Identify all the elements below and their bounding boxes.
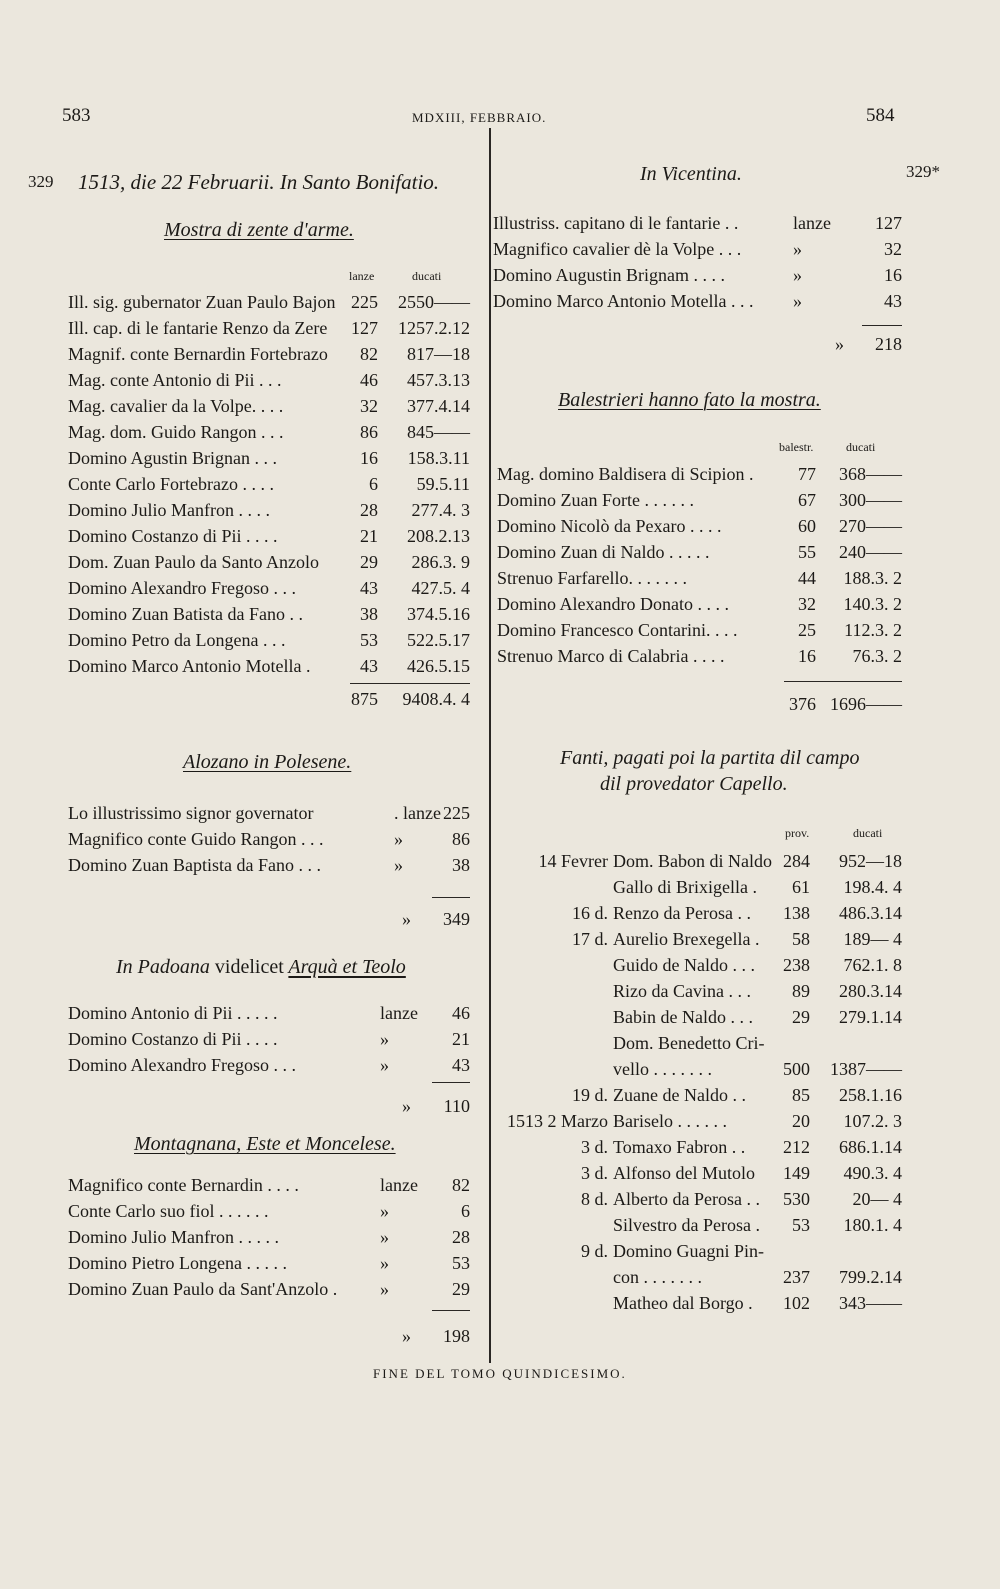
row-ducati: 343—— <box>839 1293 902 1313</box>
table-row <box>497 487 903 513</box>
row-name: Mag. cavalier da la Volpe. . . . <box>68 396 284 416</box>
row-name: Aurelio Brexegella . <box>613 929 760 949</box>
table-row <box>68 419 480 445</box>
total-ducati: 9408.4. 4 <box>402 689 470 709</box>
row-name: Domino Augustin Brignam . . . . <box>493 265 726 285</box>
table-row <box>500 1134 906 1160</box>
row-date: 3 d. <box>581 1163 608 1183</box>
row-balestr: 44 <box>798 568 816 588</box>
total-padoana: 110 <box>443 1096 470 1116</box>
row-value: 127 <box>875 213 902 233</box>
table-row <box>500 874 906 900</box>
row-name: Domino Alexandro Donato . . . . <box>497 594 729 614</box>
row-name: Conte Carlo Fortebrazo . . . . <box>68 474 274 494</box>
row-unit: » <box>394 855 403 875</box>
row-name: vello . . . . . . . <box>613 1059 712 1079</box>
row-value: 225 <box>443 803 470 823</box>
list-item <box>68 1052 470 1078</box>
row-value: 53 <box>452 1253 470 1273</box>
heading-part: videlicet <box>214 956 284 978</box>
row-unit: » <box>380 1279 389 1299</box>
row-value: 86 <box>452 829 470 849</box>
left-page-number: 583 <box>62 105 91 126</box>
row-unit: » <box>380 1201 389 1221</box>
row-prov: 61 <box>792 877 810 897</box>
row-prov: 500 <box>783 1059 810 1079</box>
row-ducati: 107.2. 3 <box>843 1111 902 1131</box>
column-header-prov: prov. <box>785 826 810 840</box>
table-row <box>500 1030 906 1056</box>
total-ducati-balestr: 1696—— <box>830 694 902 714</box>
row-name: Domino Julio Manfron . . . . <box>68 500 270 520</box>
row-value: 38 <box>452 855 470 875</box>
row-ducati: 762.1. 8 <box>843 955 902 975</box>
row-lanze: 38 <box>360 604 378 624</box>
row-value: 6 <box>461 1201 470 1221</box>
table-row <box>497 617 903 643</box>
table-row <box>497 643 903 669</box>
row-value: 43 <box>884 291 902 311</box>
document-title: 1513, die 22 Februarii. In Santo Bonifatio. <box>78 170 440 194</box>
section-heading-fanti-2: dil provedator Capello. <box>600 773 788 795</box>
row-value: 32 <box>884 239 902 259</box>
row-ducati: 490.3. 4 <box>843 1163 902 1183</box>
table-row <box>68 315 480 341</box>
table-row <box>500 1004 906 1030</box>
row-ducati: 140.3. 2 <box>843 594 902 614</box>
row-ducati: 1257.2.12 <box>398 318 470 338</box>
table-row <box>500 1082 906 1108</box>
row-lanze: 32 <box>360 396 378 416</box>
row-ducati: 280.3.14 <box>839 981 902 1001</box>
row-name: Magnifico conte Guido Rangon . . . <box>68 829 324 849</box>
row-name: Silvestro da Perosa . <box>613 1215 760 1235</box>
table-row <box>500 900 906 926</box>
list-item <box>68 800 470 826</box>
row-ducati: 952—18 <box>839 851 902 871</box>
row-name: Zuane de Naldo . . <box>613 1085 746 1105</box>
row-unit: » <box>380 1227 389 1247</box>
table-row <box>68 575 480 601</box>
row-ducati: 426.5.15 <box>407 656 470 676</box>
row-ducati: 817—18 <box>407 344 470 364</box>
montagnana-table <box>68 1172 470 1302</box>
row-prov: 138 <box>783 903 810 923</box>
row-balestr: 60 <box>798 516 816 536</box>
table-row <box>500 1264 906 1290</box>
row-value: 21 <box>452 1029 470 1049</box>
row-ducati: 277.4. 3 <box>411 500 470 520</box>
total-balestr: 376 <box>789 694 816 714</box>
row-prov: 237 <box>783 1267 810 1287</box>
row-prov: 530 <box>783 1189 810 1209</box>
list-item <box>68 852 470 878</box>
row-name: Dom. Benedetto Cri- <box>613 1033 765 1053</box>
row-ducati: 686.1.14 <box>839 1137 902 1157</box>
table-row <box>497 539 903 565</box>
row-ducati: 270—— <box>839 516 902 536</box>
row-unit: » <box>793 291 802 311</box>
section-heading-mostra: Mostra di zente d'arme. <box>164 219 354 241</box>
total-rule <box>432 1310 470 1311</box>
row-lanze: 43 <box>360 656 378 676</box>
table-row <box>68 367 480 393</box>
row-name: Strenuo Farfarello. . . . . . . <box>497 568 687 588</box>
list-item <box>493 262 903 288</box>
row-value: 82 <box>452 1175 470 1195</box>
row-name: Domino Alexandro Fregoso . . . <box>68 1055 296 1075</box>
row-name: Magnif. conte Bernardin Fortebrazo <box>68 344 328 364</box>
row-name: Domino Zuan di Naldo . . . . . <box>497 542 710 562</box>
table-row <box>500 1186 906 1212</box>
mostra-table <box>68 289 480 679</box>
heading-part: In Padoana <box>116 956 210 978</box>
table-row <box>68 601 480 627</box>
row-ducati: 240—— <box>839 542 902 562</box>
row-name: Domino Antonio di Pii . . . . . <box>68 1003 278 1023</box>
row-value: 29 <box>452 1279 470 1299</box>
row-name: Mag. domino Baldisera di Scipion . <box>497 464 754 484</box>
table-row <box>500 926 906 952</box>
row-balestr: 67 <box>798 490 816 510</box>
row-name: Matheo dal Borgo . <box>613 1293 753 1313</box>
row-ducati: 2550—— <box>398 292 470 312</box>
row-lanze: 82 <box>360 344 378 364</box>
row-ducati: 20— 4 <box>852 1189 902 1209</box>
list-item <box>493 210 903 236</box>
row-name: Domino Alexandro Fregoso . . . <box>68 578 296 598</box>
row-name: Domino Marco Antonio Motella . <box>68 656 311 676</box>
balestrieri-table <box>497 461 903 669</box>
total-marker: » <box>402 1326 411 1346</box>
row-unit: lanze <box>380 1003 418 1023</box>
table-row <box>500 1290 906 1316</box>
total-montagnana: 198 <box>443 1326 470 1346</box>
row-prov: 89 <box>792 981 810 1001</box>
total-rule <box>432 897 470 898</box>
row-name: Magnifico cavalier dè la Volpe . . . <box>493 239 742 259</box>
row-prov: 20 <box>792 1111 810 1131</box>
table-row <box>500 1160 906 1186</box>
row-lanze: 43 <box>360 578 378 598</box>
row-prov: 212 <box>783 1137 810 1157</box>
table-row <box>68 523 480 549</box>
row-name: Gallo di Brixigella . <box>613 877 757 897</box>
list-item <box>68 826 470 852</box>
row-ducati: 368—— <box>839 464 902 484</box>
table-row <box>68 289 480 315</box>
row-ducati: 112.3. 2 <box>844 620 902 640</box>
total-alozano: 349 <box>443 909 470 929</box>
column-header-ducati: ducati <box>853 826 883 840</box>
row-prov: 238 <box>783 955 810 975</box>
row-ducati: 158.3.11 <box>407 448 470 468</box>
row-ducati: 76.3. 2 <box>852 646 902 666</box>
row-ducati: 427.5. 4 <box>411 578 470 598</box>
row-name: Domino Marco Antonio Motella . . . <box>493 291 754 311</box>
row-name: Dom. Babon di Naldo <box>613 851 772 871</box>
row-name: Domino Costanzo di Pii . . . . <box>68 1029 278 1049</box>
table-row <box>500 1108 906 1134</box>
row-name: Domino Agustin Brignan . . . <box>68 448 278 468</box>
table-row <box>68 341 480 367</box>
section-heading-balestrieri: Balestrieri hanno fato la mostra. <box>558 389 821 411</box>
row-name: Domino Zuan Paulo da Sant'Anzolo . <box>68 1279 338 1299</box>
total-rule <box>432 1082 470 1083</box>
row-name: Domino Pietro Longena . . . . . <box>68 1253 287 1273</box>
running-title: MDXIII, FEBBRAIO. <box>412 110 547 125</box>
row-balestr: 32 <box>798 594 816 614</box>
row-prov: 85 <box>792 1085 810 1105</box>
row-value: 16 <box>884 265 902 285</box>
list-item <box>68 1198 470 1224</box>
row-value: 28 <box>452 1227 470 1247</box>
row-name: Babin de Naldo . . . <box>613 1007 753 1027</box>
row-lanze: 225 <box>351 292 378 312</box>
row-name: Domino Julio Manfron . . . . . <box>68 1227 279 1247</box>
row-unit: » <box>380 1253 389 1273</box>
column-header-ducati: ducati <box>412 269 442 283</box>
heading-part: Arquà et Teolo <box>288 956 406 978</box>
vicentina-table <box>493 210 903 314</box>
row-date: 9 d. <box>581 1241 608 1261</box>
row-name: Illustriss. capitano di le fantarie . . <box>493 213 739 233</box>
row-name: Guido de Naldo . . . <box>613 955 755 975</box>
total-vicentina: 218 <box>875 334 902 354</box>
row-date: 1513 2 Marzo <box>507 1111 608 1131</box>
list-item <box>68 1000 470 1026</box>
list-item <box>68 1026 470 1052</box>
column-header-ducati: ducati <box>846 440 876 454</box>
section-heading-montagnana: Montagnana, Este et Moncelese. <box>134 1133 396 1155</box>
row-ducati: 377.4.14 <box>407 396 470 416</box>
list-item <box>68 1250 470 1276</box>
row-name: Domino Francesco Contarini. . . . <box>497 620 738 640</box>
total-marker: » <box>402 909 411 929</box>
row-balestr: 77 <box>798 464 816 484</box>
row-lanze: 16 <box>360 448 378 468</box>
row-unit: . lanze <box>394 803 441 823</box>
row-name: Alfonso del Mutolo <box>613 1163 755 1183</box>
footer-colophon: FINE DEL TOMO QUINDICESIMO. <box>373 1366 627 1381</box>
list-item <box>68 1276 470 1302</box>
row-name: Dom. Zuan Paulo da Santo Anzolo <box>68 552 319 572</box>
list-item <box>493 236 903 262</box>
row-value: 43 <box>452 1055 470 1075</box>
row-unit: » <box>793 239 802 259</box>
total-rule <box>784 681 902 682</box>
table-row <box>500 978 906 1004</box>
row-ducati: 208.2.13 <box>407 526 470 546</box>
row-value: 46 <box>452 1003 470 1023</box>
row-balestr: 55 <box>798 542 816 562</box>
row-name: Mag. conte Antonio di Pii . . . <box>68 370 282 390</box>
row-unit: lanze <box>793 213 831 233</box>
row-ducati: 286.3. 9 <box>411 552 470 572</box>
column-header-balestr: balestr. <box>779 440 814 454</box>
row-name: Magnifico conte Bernardin . . . . <box>68 1175 299 1195</box>
section-heading-alozano: Alozano in Polesene. <box>183 751 352 773</box>
table-row <box>68 549 480 575</box>
row-unit: » <box>394 829 403 849</box>
table-row <box>497 591 903 617</box>
row-name: Bariselo . . . . . . <box>613 1111 727 1131</box>
row-prov: 58 <box>792 929 810 949</box>
row-unit: » <box>380 1029 389 1049</box>
table-row <box>497 461 903 487</box>
row-unit: » <box>380 1055 389 1075</box>
row-prov: 284 <box>783 851 810 871</box>
total-lanze: 875 <box>351 689 378 709</box>
row-balestr: 16 <box>798 646 816 666</box>
padoana-table <box>68 1000 470 1078</box>
table-row <box>68 627 480 653</box>
row-name: Mag. dom. Guido Rangon . . . <box>68 422 284 442</box>
row-date: 3 d. <box>581 1137 608 1157</box>
row-ducati: 522.5.17 <box>407 630 470 650</box>
section-heading-vicentina: In Vicentina. <box>640 163 742 185</box>
row-name: Lo illustrissimo signor governator <box>68 803 314 823</box>
table-row <box>68 653 480 679</box>
table-row <box>68 497 480 523</box>
row-lanze: 29 <box>360 552 378 572</box>
row-ducati: 300—— <box>839 490 902 510</box>
right-page-number: 584 <box>866 105 895 126</box>
total-marker: » <box>835 334 844 354</box>
row-ducati: 189— 4 <box>843 929 902 949</box>
row-ducati: 374.5.16 <box>407 604 470 624</box>
row-name: Domino Petro da Longena . . . <box>68 630 286 650</box>
table-row <box>500 848 906 874</box>
column-header-lanze: lanze <box>349 269 375 283</box>
table-row <box>68 471 480 497</box>
row-ducati: 198.4. 4 <box>843 877 902 897</box>
row-date: 16 d. <box>572 903 608 923</box>
row-name: Ill. sig. gubernator Zuan Paulo Bajon <box>68 292 336 312</box>
row-name: Domino Nicolò da Pexaro . . . . <box>497 516 722 536</box>
row-lanze: 6 <box>369 474 378 494</box>
row-name: Domino Costanzo di Pii . . . . <box>68 526 278 546</box>
table-row <box>500 1238 906 1264</box>
row-name: Domino Zuan Baptista da Fano . . . <box>68 855 321 875</box>
row-lanze: 28 <box>360 500 378 520</box>
row-prov: 29 <box>792 1007 810 1027</box>
row-lanze: 86 <box>360 422 378 442</box>
row-name: Renzo da Perosa . . <box>613 903 751 923</box>
row-prov: 102 <box>783 1293 810 1313</box>
row-lanze: 46 <box>360 370 378 390</box>
left-margin-number: 329 <box>28 172 54 191</box>
row-name: Domino Zuan Forte . . . . . . <box>497 490 694 510</box>
row-ducati: 258.1.16 <box>839 1085 902 1105</box>
table-row <box>497 565 903 591</box>
list-item <box>68 1224 470 1250</box>
table-row <box>500 952 906 978</box>
row-name: Domino Zuan Batista da Fano . . <box>68 604 303 624</box>
row-date: 8 d. <box>581 1189 608 1209</box>
row-name: Strenuo Marco di Calabria . . . . <box>497 646 725 666</box>
row-lanze: 53 <box>360 630 378 650</box>
row-name: Alberto da Perosa . . <box>613 1189 760 1209</box>
row-name: Tomaxo Fabron . . <box>613 1137 746 1157</box>
table-row <box>500 1212 906 1238</box>
table-row <box>497 513 903 539</box>
row-ducati: 59.5.11 <box>416 474 470 494</box>
row-ducati: 180.1. 4 <box>843 1215 902 1235</box>
total-marker: » <box>402 1096 411 1116</box>
row-date: 17 d. <box>572 929 608 949</box>
list-item <box>493 288 903 314</box>
row-name: Ill. cap. di le fantarie Renzo da Zere <box>68 318 328 338</box>
row-name: Rizo da Cavina . . . <box>613 981 751 1001</box>
row-unit: » <box>793 265 802 285</box>
row-date: 14 Fevrer <box>538 851 608 871</box>
total-rule <box>350 683 470 684</box>
row-prov: 53 <box>792 1215 810 1235</box>
row-ducati: 279.1.14 <box>839 1007 902 1027</box>
row-ducati: 1387—— <box>830 1059 902 1079</box>
column-divider <box>489 128 491 1363</box>
section-heading-padoana <box>116 956 406 979</box>
row-prov: 149 <box>783 1163 810 1183</box>
total-rule <box>862 325 902 326</box>
row-unit: lanze <box>380 1175 418 1195</box>
table-row <box>500 1056 906 1082</box>
row-ducati: 457.3.13 <box>407 370 470 390</box>
row-date: 19 d. <box>572 1085 608 1105</box>
row-name: con . . . . . . . <box>613 1267 702 1287</box>
row-name: Domino Guagni Pin- <box>613 1241 764 1261</box>
row-lanze: 21 <box>360 526 378 546</box>
table-row <box>68 393 480 419</box>
row-name: Conte Carlo suo fiol . . . . . . <box>68 1201 269 1221</box>
row-ducati: 486.3.14 <box>839 903 902 923</box>
alozano-table <box>68 800 470 878</box>
row-ducati: 799.2.14 <box>839 1267 902 1287</box>
list-item <box>68 1172 470 1198</box>
row-ducati: 188.3. 2 <box>843 568 902 588</box>
table-row <box>68 445 480 471</box>
right-margin-number: 329* <box>906 162 940 181</box>
row-ducati: 845—— <box>407 422 470 442</box>
section-heading-fanti-1: Fanti, pagati poi la partita dil campo <box>560 747 860 769</box>
row-lanze: 127 <box>351 318 378 338</box>
row-balestr: 25 <box>798 620 816 640</box>
fanti-table <box>500 848 906 1316</box>
